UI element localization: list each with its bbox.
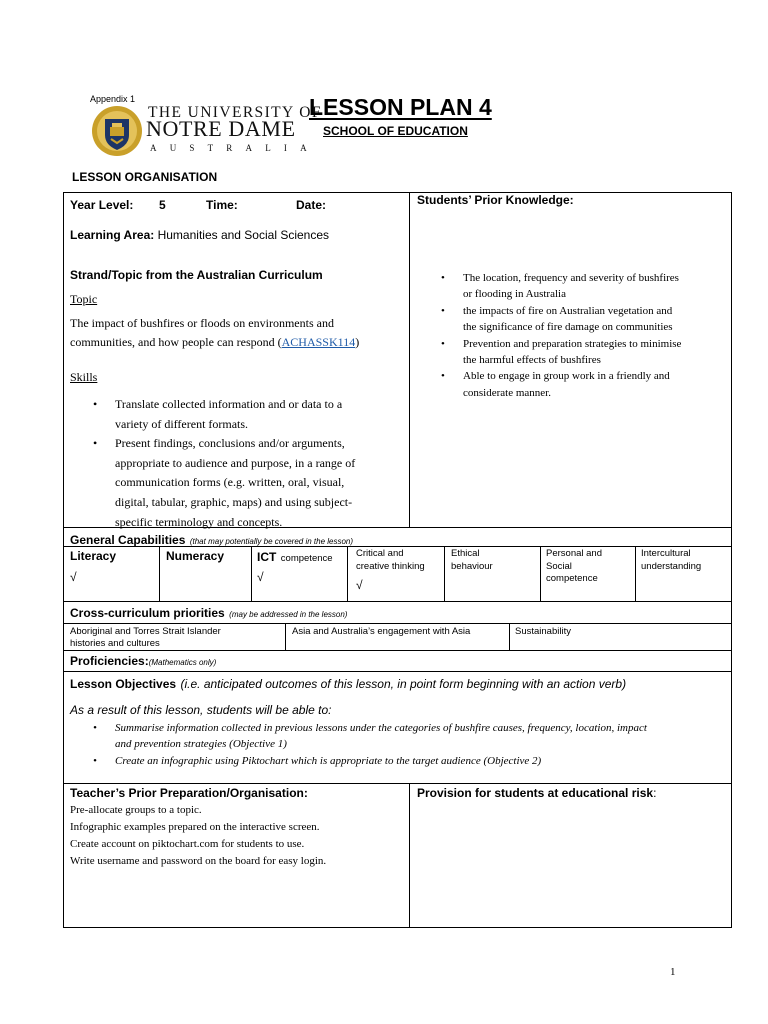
critical-thinking-label: Critical and creative thinking bbox=[356, 548, 425, 572]
year-level-label: Year Level: bbox=[70, 198, 134, 212]
literacy-label: Literacy bbox=[70, 549, 117, 563]
literacy-check: √ bbox=[70, 570, 77, 584]
university-name-line2: NOTRE DAME bbox=[146, 116, 296, 141]
general-capabilities-note: (that may potentially be covered in the lesson) bbox=[189, 537, 354, 546]
year-level-value: 5 bbox=[159, 198, 166, 212]
general-capabilities-label: General Capabilities bbox=[70, 533, 186, 547]
topic-line-2 bbox=[70, 335, 359, 350]
proficiencies-label: Proficiencies: bbox=[70, 654, 149, 668]
list-item-line: communication forms (e.g. written, oral, visual, bbox=[115, 475, 345, 490]
critical-thinking-check: √ bbox=[356, 578, 363, 592]
list-item-line: Prevention and preparation strategies to minimise bbox=[463, 337, 682, 350]
numeracy-label: Numeracy bbox=[166, 549, 225, 563]
learning-area-label: Learning Area: bbox=[70, 228, 155, 242]
list-item bbox=[441, 303, 681, 336]
topic-line-2-suffix: ) bbox=[355, 335, 360, 349]
preparation-line: Pre-allocate groups to a topic. bbox=[70, 804, 202, 816]
topic-line-2-prefix: communities, and how people can respond ( bbox=[70, 335, 282, 349]
list-item-line: digital, tabular, graphic, maps) and using subject- bbox=[115, 494, 353, 509]
lesson-plan-title: LESSON PLAN 4 bbox=[309, 94, 492, 120]
preparation-line: Create account on piktochart.com for students to use. bbox=[70, 838, 305, 850]
preparation-line: Write username and password on the board for easy login. bbox=[70, 855, 327, 867]
ict-suffix: competence bbox=[280, 553, 333, 564]
list-item bbox=[441, 336, 681, 369]
objectives-intro: As a result of this lesson, students will be able to: bbox=[70, 703, 332, 717]
ict-label: ICT bbox=[257, 550, 277, 564]
list-item-line: the impacts of fire on Australian vegetation and bbox=[463, 304, 673, 317]
list-item bbox=[93, 753, 647, 769]
strand-label: Strand/Topic from the Australian Curriculum bbox=[70, 268, 323, 282]
bullet-icon: • bbox=[93, 397, 98, 411]
list-item-line: the significance of fire damage on communities bbox=[463, 321, 673, 334]
curriculum-code-link[interactable]: ACHASSK114 bbox=[281, 335, 356, 349]
list-item-line: Summarise information collected in previous lessons under the categories of bushfire causes, frequency, location, impact bbox=[115, 722, 647, 734]
objectives-note: (i.e. anticipated outcomes of this lesson, in point form beginning with an action verb) bbox=[180, 677, 627, 691]
list-item bbox=[441, 270, 681, 303]
list-item-line: or flooding in Australia bbox=[463, 288, 566, 301]
university-name-line1: THE UNIVERSITY OF bbox=[148, 104, 322, 121]
proficiencies-note: (Mathematics only) bbox=[148, 658, 217, 667]
objectives-label: Lesson Objectives bbox=[70, 677, 177, 691]
aboriginal-priority: Aboriginal and Torres Strait Islander histories and cultures bbox=[70, 626, 221, 649]
list-item bbox=[93, 434, 355, 532]
list-item-line: appropriate to audience and purpose, in a range of bbox=[115, 455, 356, 470]
topic-line-1: The impact of bushfires or floods on environments and bbox=[70, 316, 334, 330]
preparation-line: Infographic examples prepared on the interactive screen. bbox=[70, 821, 320, 833]
preparation-lines bbox=[70, 802, 326, 870]
ict-check: √ bbox=[257, 570, 264, 584]
sustainability-priority: Sustainability bbox=[515, 626, 571, 637]
date-label: Date: bbox=[296, 198, 327, 212]
list-item-line: Present findings, conclusions and/or arguments, bbox=[115, 436, 345, 451]
list-item-line: the harmful effects of bushfires bbox=[463, 354, 601, 367]
intercultural-label: Intercultural understanding bbox=[641, 548, 702, 572]
prior-knowledge-list bbox=[441, 270, 681, 401]
objectives-heading bbox=[70, 675, 626, 693]
section-title: LESSON ORGANISATION bbox=[72, 170, 218, 184]
list-item bbox=[441, 368, 681, 401]
list-item-line: Create an infographic using Piktochart which is appropriate to the target audience (Objective 2) bbox=[115, 754, 542, 767]
bullet-icon: • bbox=[441, 304, 445, 317]
bullet-icon: • bbox=[93, 436, 98, 451]
list-item-line: Able to engage in group work in a friendly and bbox=[463, 370, 670, 383]
asia-priority: Asia and Australia’s engagement with Asia bbox=[292, 626, 471, 637]
provision-colon: : bbox=[653, 786, 657, 800]
university-crest-icon bbox=[91, 105, 143, 157]
topic-label: Topic bbox=[70, 292, 98, 306]
prior-knowledge-label: Students’ Prior Knowledge: bbox=[417, 193, 574, 207]
list-item-line: considerate manner. bbox=[463, 386, 551, 399]
university-name-line3: AUSTRALIA bbox=[150, 143, 320, 153]
proficiencies-heading bbox=[70, 652, 216, 670]
personal-social-label: Personal and Social competence bbox=[546, 548, 602, 584]
list-item bbox=[93, 720, 647, 753]
bullet-icon: • bbox=[441, 337, 445, 350]
bullet-icon: • bbox=[441, 272, 445, 284]
learning-area bbox=[70, 228, 329, 242]
page-number: 1 bbox=[670, 966, 676, 978]
ict-heading bbox=[257, 548, 333, 566]
time-label: Time: bbox=[206, 198, 238, 212]
provision-heading bbox=[417, 786, 656, 800]
cross-curriculum-heading bbox=[70, 604, 347, 622]
list-item-line: The location, frequency and severity of bushfires bbox=[463, 272, 679, 284]
objectives-list bbox=[93, 720, 647, 769]
provision-label: Provision for students at educational risk bbox=[417, 786, 654, 800]
learning-area-value: Humanities and Social Sciences bbox=[157, 228, 330, 242]
cross-curriculum-note: (may be addressed in the lesson) bbox=[229, 610, 348, 619]
general-capabilities-heading bbox=[70, 531, 353, 549]
list-item-line: and prevention strategies (Objective 1) bbox=[115, 738, 287, 751]
bullet-icon: • bbox=[93, 722, 97, 734]
school-subtitle: SCHOOL OF EDUCATION bbox=[323, 124, 468, 138]
appendix-label: Appendix 1 bbox=[90, 94, 136, 104]
skills-label: Skills bbox=[70, 370, 98, 384]
cross-curriculum-label: Cross-curriculum priorities bbox=[70, 606, 225, 620]
skills-list bbox=[93, 395, 355, 532]
list-item-line: Translate collected information and or data to a bbox=[115, 397, 343, 411]
ethical-behaviour-label: Ethical behaviour bbox=[451, 548, 493, 572]
bullet-icon: • bbox=[93, 754, 97, 767]
list-item-line: variety of different formats. bbox=[115, 416, 249, 431]
preparation-label: Teacher’s Prior Preparation/Organisation: bbox=[70, 786, 308, 800]
bullet-icon: • bbox=[441, 370, 445, 383]
list-item bbox=[93, 395, 355, 434]
list-item-line: specific terminology and concepts. bbox=[115, 514, 283, 529]
